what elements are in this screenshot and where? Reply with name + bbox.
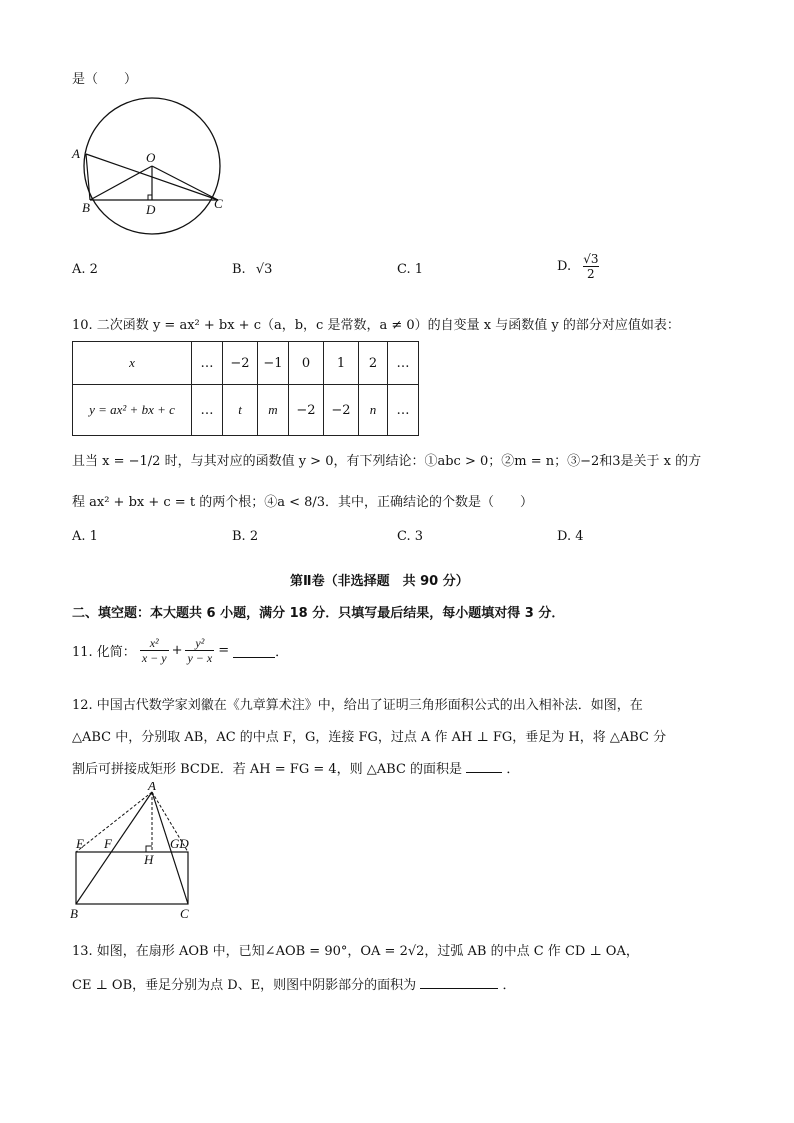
q11-line [72, 636, 288, 665]
q10-value-table [72, 341, 419, 436]
table-cell: 1 [324, 342, 359, 385]
q9-option-d-fraction [583, 252, 598, 281]
label-b: B [70, 906, 78, 921]
label-c: C [214, 196, 223, 211]
q10-stem: 10. 二次函数 y = ax² + bx + c（a，b，c 是常数，a ≠ 0）的自变量 x 与函数值 y 的部分对应值如表： [72, 318, 680, 333]
label-f: F [104, 836, 112, 851]
q11-fraction-1 [140, 636, 169, 665]
table-cell: … [192, 385, 223, 436]
q11-plus: + [171, 643, 183, 658]
q11-num1: x² [149, 636, 159, 650]
q9-option-c: C. 1 [397, 262, 424, 277]
table-cell: 2 [359, 342, 388, 385]
q12-answer-blank [466, 758, 502, 773]
q13-line2-end: ． [502, 978, 516, 993]
q9-option-b-value: √3 [255, 262, 273, 277]
q11-fraction-2 [185, 636, 214, 665]
q13-line2-text: CE ⊥ OB，垂足分别为点 D、E，则图中阴影部分的面积为 [72, 978, 417, 993]
label-e: E [76, 836, 84, 851]
section-2-heading: 二、填空题：本大题共 6 小题，满分 18 分．只填写最后结果，每小题填对得 3 分． [72, 606, 565, 621]
q9-option-d [557, 252, 599, 281]
q11-prefix: 11. 化简： [72, 645, 136, 660]
label-h: H [144, 852, 154, 867]
table-cell: −2 [223, 342, 258, 385]
q12-line2: △ABC 中，分别取 AB，AC 的中点 F，G，连接 FG，过点 A 作 AH ⊥ FG，垂足为 H，将 △ABC 分 [72, 730, 667, 745]
q9-option-a: A. 2 [72, 262, 98, 277]
label-gd: GD [170, 836, 189, 851]
segment-oc [152, 166, 218, 200]
table-cell: t [223, 385, 258, 436]
q11-num2: y² [195, 636, 205, 650]
q11-den1: x − y [141, 651, 167, 665]
table-cell: n [359, 385, 388, 436]
q11-den2: y − x [187, 651, 213, 665]
table-cell: … [388, 342, 419, 385]
table-cell: … [192, 342, 223, 385]
table-row-x [73, 342, 419, 385]
q9-option-d-den: 2 [583, 266, 598, 281]
q11-equals: = [218, 643, 230, 658]
segment-ab [76, 792, 152, 904]
q12-line3-end: ． [506, 762, 520, 777]
q10-line1: 且当 x = −1/2 时，与其对应的函数值 y > 0，有下列结论：①abc > 0；②m = n；③−2和3是关于 x 的方 [72, 454, 702, 469]
label-a: A [148, 782, 156, 793]
segment-ae-dashed [76, 792, 152, 852]
table-header-y: y = ax² + bx + c [73, 385, 192, 436]
q13-line2 [72, 974, 515, 993]
chord-ab [86, 154, 90, 200]
q11-end: ． [275, 645, 289, 660]
q13-answer-blank [420, 974, 498, 989]
section-2-title: 第Ⅱ卷（非选择题 共 90 分） [290, 574, 469, 589]
q10-option-d: D. 4 [557, 529, 584, 544]
q9-option-b-prefix: B. [232, 262, 246, 277]
table-cell: −1 [258, 342, 289, 385]
label-o: O [146, 150, 156, 165]
q10-line2: 程 ax² + bx + c = t 的两个根；④a < 8/3．其中，正确结论的个数是（ ） [72, 495, 534, 510]
q12-line3-text: 割后可拼接成矩形 BCDE．若 AH = FG = 4，则 △ABC 的面积是 [72, 762, 463, 777]
q9-option-d-num: √3 [583, 252, 599, 266]
q12-line1: 12. 中国古代数学家刘徽在《九章算术注》中，给出了证明三角形面积公式的出入相补法．如图，在 [72, 698, 643, 713]
table-cell: … [388, 385, 419, 436]
q9-option-d-prefix: D. [557, 259, 572, 274]
label-d: D [146, 202, 156, 217]
q9-option-b [232, 262, 272, 277]
label-c: C [180, 906, 189, 921]
table-row-y [73, 385, 419, 436]
q12-line3 [72, 758, 519, 777]
right-angle-mark [148, 195, 152, 200]
rectangle-bcde [76, 852, 188, 904]
q11-answer-blank [233, 643, 275, 658]
table-cell: −2 [289, 385, 324, 436]
q13-line1: 13. 如图，在扇形 AOB 中，已知∠AOB = 90°，OA = 2√2，过弧 AB 的中点 C 作 CD ⊥ OA， [72, 944, 639, 959]
table-cell: −2 [324, 385, 359, 436]
q10-option-b: B. 2 [232, 529, 259, 544]
q12-rectangle-figure [68, 782, 208, 924]
q10-option-a: A. 1 [72, 529, 98, 544]
label-a: A [72, 146, 80, 161]
q9-stem-tail: 是（ ） [72, 72, 138, 87]
table-header-x: x [73, 342, 192, 385]
label-b: B [82, 200, 90, 215]
table-cell: m [258, 385, 289, 436]
segment-ob [90, 166, 152, 200]
q9-circle-figure [68, 92, 248, 242]
table-cell: 0 [289, 342, 324, 385]
q10-option-c: C. 3 [397, 529, 424, 544]
